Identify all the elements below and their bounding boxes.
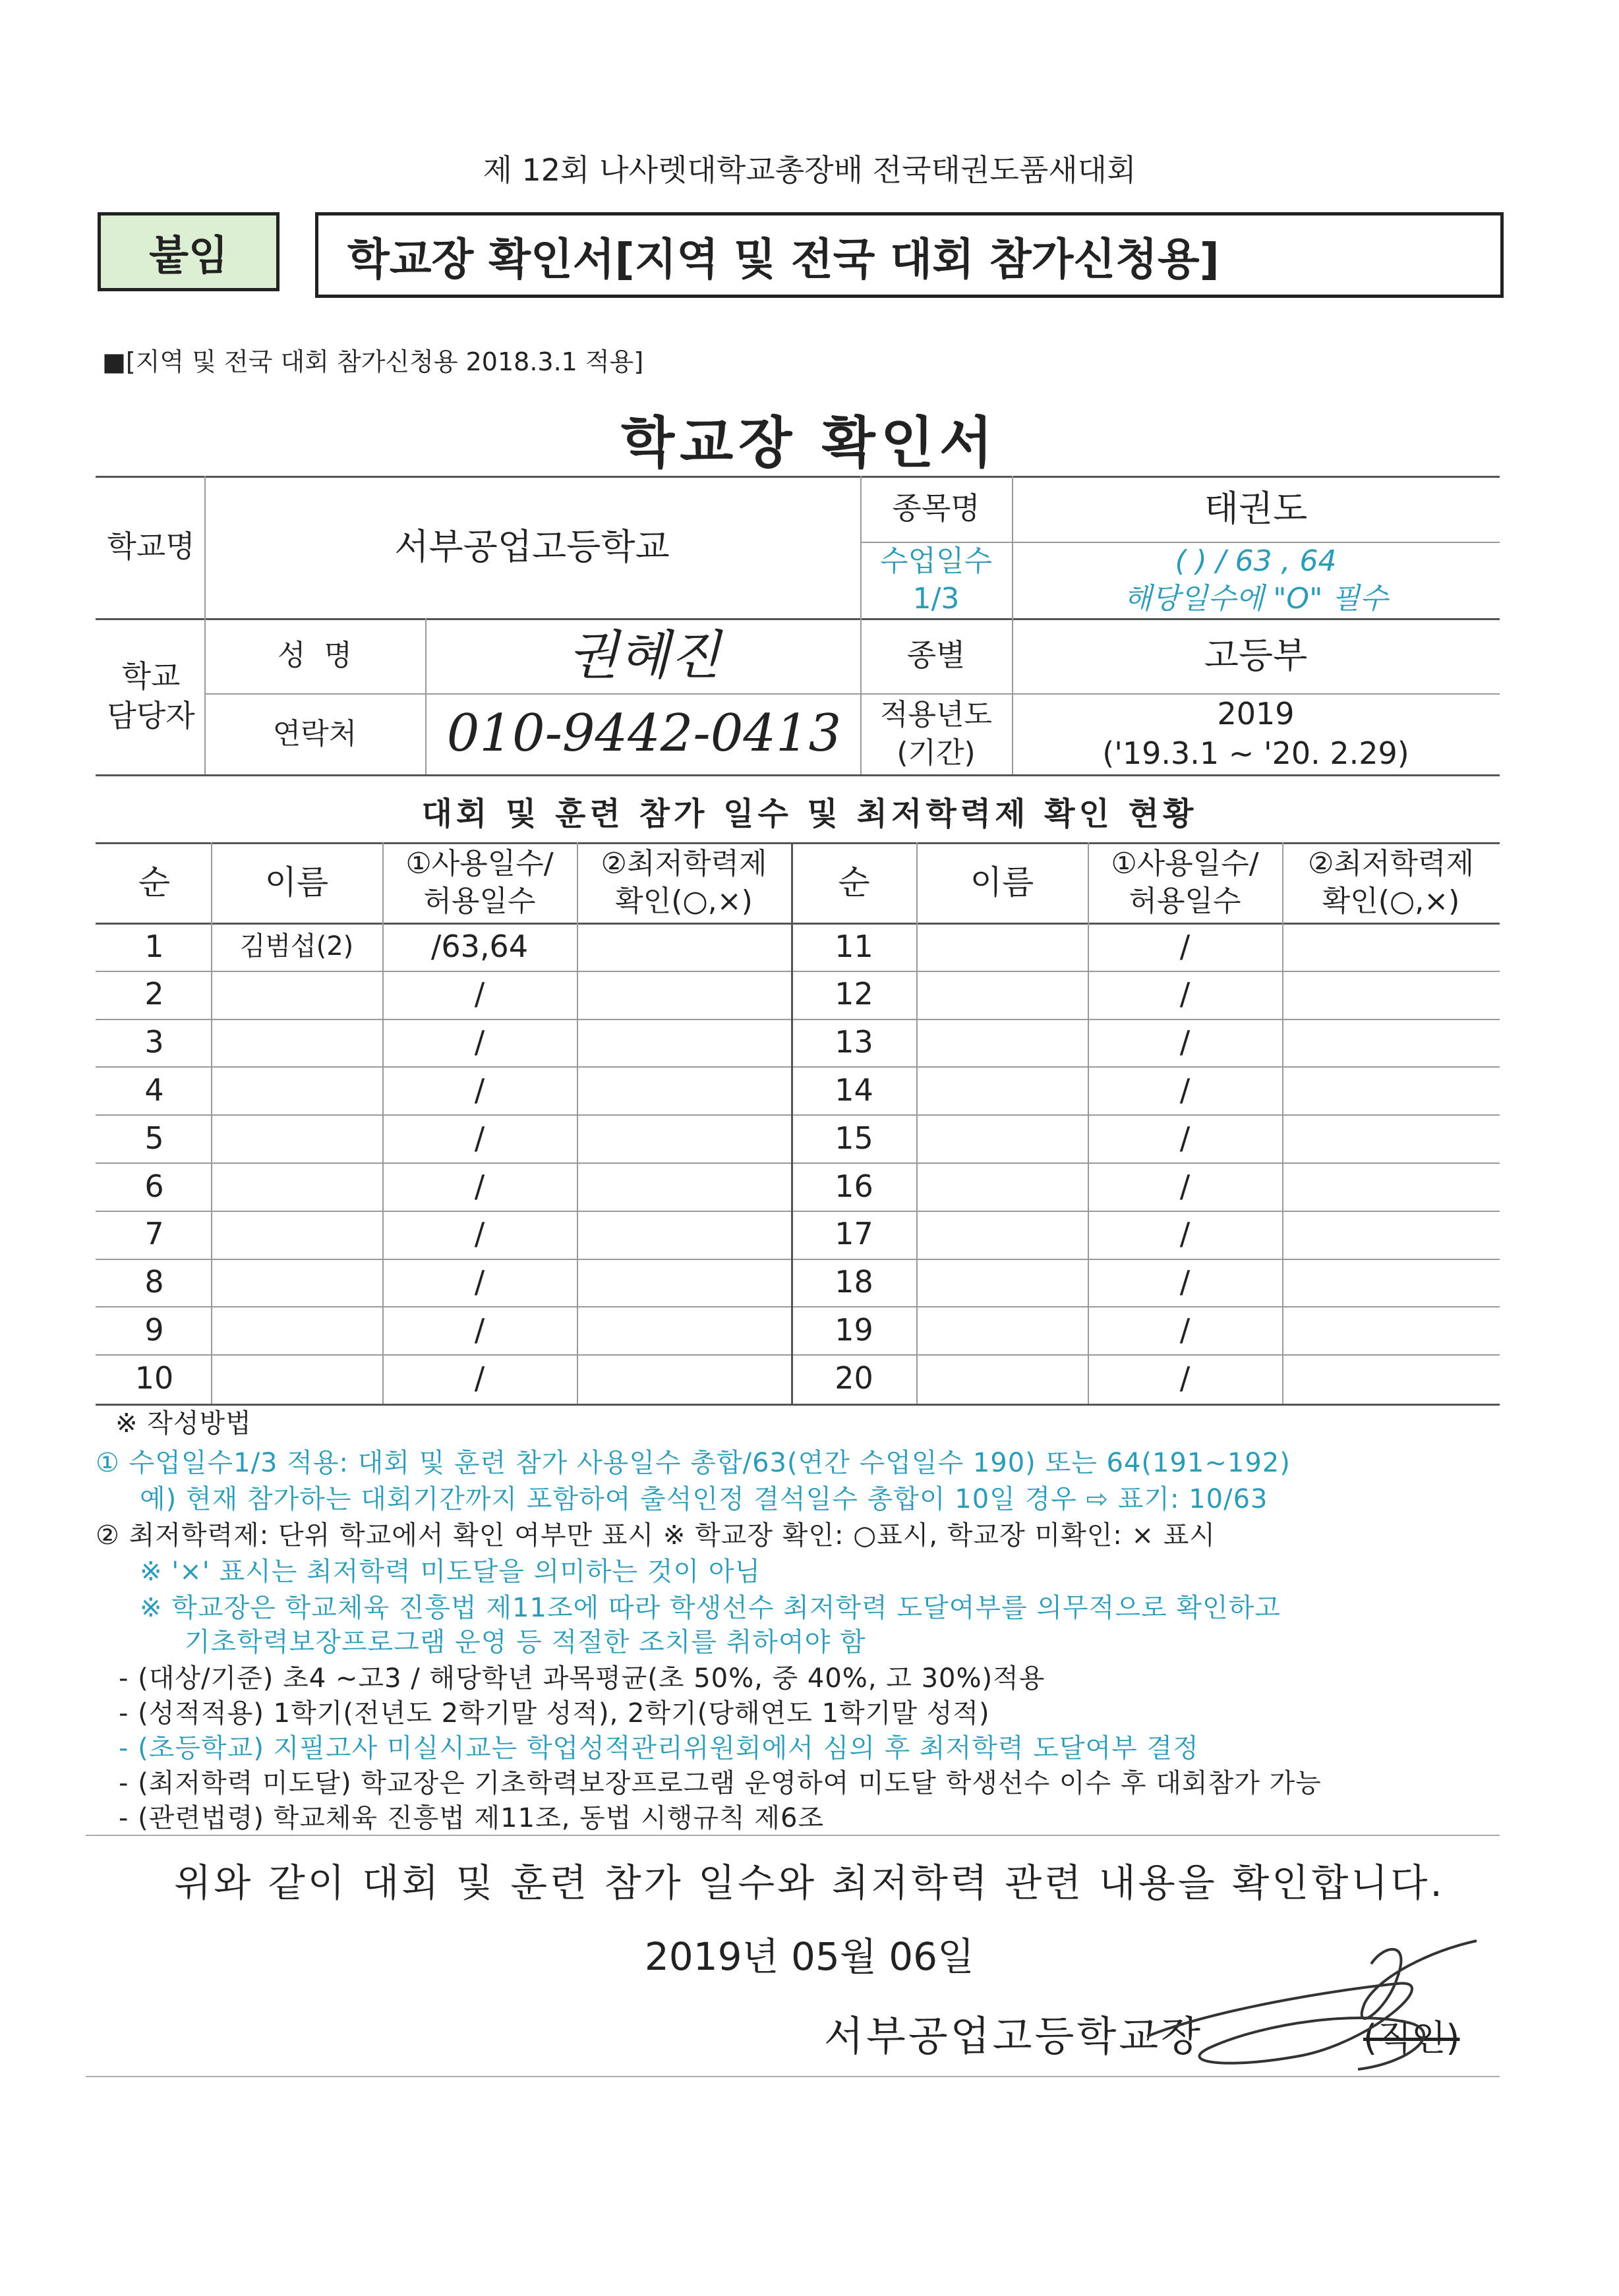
- row-17-name: [918, 1212, 1086, 1257]
- row-11-num: 11: [835, 928, 873, 964]
- confirmation-date: 2019년 05월 06일: [644, 1934, 975, 1979]
- row-5-num: 5: [144, 1120, 164, 1156]
- note-1b: 예) 현재 참가하는 대회기간까지 포함하여 출석인정 결석일수 총합이 10일 경우 ⇨ 표기: 10/63: [140, 1484, 1268, 1514]
- application-note: ■[지역 및 전국 대회 참가신청용 2018.3.1 적용]: [102, 347, 644, 376]
- note-1a: ① 수업일수1/3 적용: 대회 및 훈련 참가 사용일수 총합/63(연간 수업일수 190) 또는 64(191~192): [96, 1448, 1291, 1478]
- row-3-min: [578, 1020, 790, 1066]
- manager-label-line1: 학교: [121, 658, 181, 694]
- row-1-days: /63,64: [430, 928, 529, 964]
- row-1-name: 김범섭(2): [239, 931, 354, 962]
- row-17-days: /: [1179, 1216, 1191, 1252]
- row-5-min: [578, 1116, 790, 1161]
- row-19-min: [1283, 1307, 1498, 1353]
- row-14-name: [918, 1068, 1086, 1113]
- row-9-min: [578, 1307, 790, 1353]
- event-value: 태권도: [1204, 487, 1308, 529]
- row-2-min: [578, 972, 790, 1018]
- confirmation-statement: 위와 같이 대회 및 훈련 참가 일수와 최저학력 관련 내용을 확인합니다.: [174, 1860, 1445, 1905]
- row-16-days: /: [1179, 1168, 1191, 1204]
- row-15-days: /: [1179, 1120, 1191, 1156]
- title-box: 학교장 확인서[지역 및 전국 대회 참가신청용]: [315, 212, 1504, 298]
- row-7-days: /: [474, 1216, 485, 1252]
- row-18-days: /: [1179, 1264, 1191, 1300]
- row-11-name: [918, 924, 1086, 969]
- row-20-min: [1283, 1356, 1498, 1401]
- row-6-days: /: [474, 1168, 485, 1204]
- row-18-name: [918, 1260, 1086, 1306]
- row-1-num: 1: [144, 928, 164, 964]
- notes-heading: ※ 작성방법: [115, 1408, 252, 1439]
- row-6-min: [578, 1164, 790, 1209]
- row-13-num: 13: [835, 1024, 873, 1060]
- official-seal: (직인): [1363, 2017, 1460, 2059]
- note-2a: ② 최저학력제: 단위 학교에서 확인 여부만 표시 ※ 학교장 확인: ○표시, 학교장 미확인: × 표시: [96, 1520, 1216, 1551]
- row-11-min: [1283, 924, 1498, 969]
- header-days-left-line1: ①사용일수/: [405, 846, 554, 880]
- row-8-num: 8: [144, 1264, 164, 1300]
- row-3-name: [212, 1020, 381, 1066]
- row-12-name: [918, 972, 1086, 1018]
- header-num-left: 순: [138, 863, 171, 902]
- row-10-min: [578, 1356, 790, 1401]
- note-3a: ※ 학교장은 학교체육 진흥법 제11조에 따라 학생선수 최저학력 도달여부를 의무적으로 확인하고: [140, 1593, 1281, 1623]
- manager-label-line2: 담당자: [107, 697, 195, 733]
- row-6-name: [212, 1164, 381, 1209]
- row-5-name: [212, 1116, 381, 1161]
- division-label: 종별: [906, 637, 966, 674]
- row-2-num: 2: [144, 976, 164, 1012]
- bullet-elementary: - (초등학교) 지필고사 미실시교는 학업성적관리위원회에서 심의 후 최저학력 도달여부 결정: [119, 1733, 1199, 1764]
- row-20-days: /: [1179, 1360, 1191, 1396]
- row-17-num: 17: [835, 1216, 873, 1252]
- row-17-min: [1283, 1212, 1498, 1257]
- header-min-right-line2: 확인(○,×): [1322, 884, 1460, 918]
- row-15-num: 15: [835, 1120, 873, 1156]
- header-name-right: 이름: [970, 863, 1034, 902]
- row-3-days: /: [474, 1024, 485, 1060]
- row-20-num: 20: [835, 1360, 873, 1396]
- row-5-days: /: [474, 1120, 485, 1156]
- manager-name-label: 성 명: [278, 639, 352, 673]
- bullet-target: - (대상/기준) 초4 ~고3 / 해당학년 과목평균(초 50%, 중 40%, 고 30%)적용: [119, 1663, 1045, 1694]
- row-4-min: [578, 1068, 790, 1113]
- row-2-days: /: [474, 976, 485, 1012]
- header-min-right: [1283, 844, 1498, 921]
- manager-name-value: 권혜진: [568, 625, 721, 686]
- row-7-min: [578, 1212, 790, 1257]
- row-10-days: /: [474, 1360, 485, 1396]
- signature-scribble: [1134, 1937, 1503, 2096]
- row-9-days: /: [474, 1311, 485, 1348]
- row-12-min: [1283, 972, 1498, 1018]
- header-min-left-line2: 확인(○,×): [615, 884, 753, 918]
- document-title: 학교장 확인서: [620, 411, 999, 475]
- section-title: 대회 및 훈련 참가 일수 및 최저학력제 확인 현황: [421, 795, 1198, 832]
- school-name-value: 서부공업고등학교: [394, 525, 670, 567]
- manager-label: [99, 619, 203, 773]
- row-13-min: [1283, 1020, 1498, 1066]
- row-18-num: 18: [835, 1264, 873, 1300]
- row-6-num: 6: [144, 1168, 164, 1204]
- year-value-line1: 2019: [1217, 695, 1295, 732]
- row-13-days: /: [1179, 1024, 1191, 1060]
- row-10-name: [212, 1356, 381, 1401]
- row-7-name: [212, 1212, 381, 1257]
- row-10-num: 10: [134, 1360, 174, 1396]
- row-14-days: /: [1179, 1072, 1191, 1108]
- event-label: 종목명: [892, 490, 980, 527]
- year-label-line2: (기간): [897, 735, 976, 770]
- row-16-num: 16: [835, 1168, 873, 1204]
- class-days-label: [862, 543, 1011, 617]
- year-label-line1: 적용년도: [879, 698, 992, 732]
- header-days-left-line2: 허용일수: [423, 884, 536, 918]
- row-18-min: [1283, 1260, 1498, 1306]
- row-16-min: [1283, 1164, 1498, 1209]
- header-name-left: 이름: [264, 863, 329, 902]
- class-days-label-line1: 수업일수: [879, 544, 992, 578]
- contact-value: 010-9442-0413: [446, 703, 842, 763]
- row-15-name: [918, 1116, 1086, 1161]
- row-9-name: [212, 1307, 381, 1353]
- row-4-name: [212, 1068, 381, 1113]
- class-days-value-line2: 해당일수에 "O" 필수: [1123, 582, 1388, 616]
- row-20-name: [918, 1356, 1086, 1401]
- bullet-not-reached: - (최저학력 미도달) 학교장은 기초학력보장프로그램 운영하여 미도달 학생선수 이수 후 대회참가 가능: [119, 1768, 1322, 1798]
- row-14-min: [1283, 1068, 1498, 1113]
- year-label: [862, 695, 1011, 773]
- header-min-right-line1: ②최저학력제: [1308, 846, 1474, 880]
- row-2-name: [212, 972, 381, 1018]
- school-name-label: 학교명: [107, 529, 195, 565]
- class-days-value: [1013, 543, 1498, 617]
- header-days-right-line1: ①사용일수/: [1111, 846, 1259, 880]
- attachment-tag: 붙임: [98, 212, 280, 291]
- row-19-name: [918, 1307, 1086, 1353]
- header-days-right: [1089, 844, 1281, 921]
- row-8-days: /: [474, 1264, 485, 1300]
- note-2b: ※ '×' 표시는 최저학력 미도달을 의미하는 것이 아님: [140, 1557, 761, 1587]
- row-14-num: 14: [835, 1072, 873, 1108]
- header-num-right: 순: [838, 863, 870, 902]
- division-value: 고등부: [1204, 634, 1308, 676]
- row-19-days: /: [1179, 1311, 1191, 1348]
- bullet-law: - (관련법령) 학교체육 진흥법 제11조, 동법 시행규칙 제6조: [119, 1803, 825, 1833]
- bullet-grades: - (성적적용) 1학기(전년도 2학기말 성적), 2학기(당해연도 1학기말 성적): [119, 1698, 990, 1729]
- event-title: 제 12회 나사렛대학교총장배 전국태권도품새대회: [483, 152, 1136, 188]
- row-15-min: [1283, 1116, 1498, 1161]
- row-4-days: /: [474, 1072, 485, 1108]
- header-min-left-line1: ②최저학력제: [601, 846, 767, 880]
- row-8-min: [578, 1260, 790, 1306]
- header-days-left: [384, 844, 575, 921]
- row-19-num: 19: [835, 1311, 873, 1348]
- row-7-num: 7: [144, 1216, 164, 1252]
- row-3-num: 3: [144, 1024, 164, 1060]
- contact-label: 연락처: [272, 716, 357, 751]
- row-9-num: 9: [144, 1311, 164, 1348]
- header-days-right-line2: 허용일수: [1129, 884, 1241, 918]
- row-8-name: [212, 1260, 381, 1306]
- row-12-days: /: [1179, 976, 1191, 1012]
- row-1-min: [578, 924, 790, 969]
- year-value-line2: ('19.3.1 ~ '20. 2.29): [1102, 735, 1409, 771]
- principal-name: 서부공업고등학교장: [824, 2012, 1204, 2060]
- row-13-name: [918, 1020, 1086, 1066]
- class-days-value-line1: ( ) / 63 , 64: [1175, 544, 1337, 578]
- row-4-num: 4: [144, 1072, 164, 1108]
- row-11-days: /: [1179, 928, 1191, 964]
- row-12-num: 12: [835, 976, 873, 1012]
- note-3b: 기초학력보장프로그램 운영 등 적절한 조치를 취하여야 함: [185, 1627, 866, 1657]
- class-days-label-line2: 1/3: [912, 582, 960, 616]
- row-16-name: [918, 1164, 1086, 1209]
- header-min-left: [578, 844, 790, 921]
- year-value: [1013, 695, 1498, 773]
